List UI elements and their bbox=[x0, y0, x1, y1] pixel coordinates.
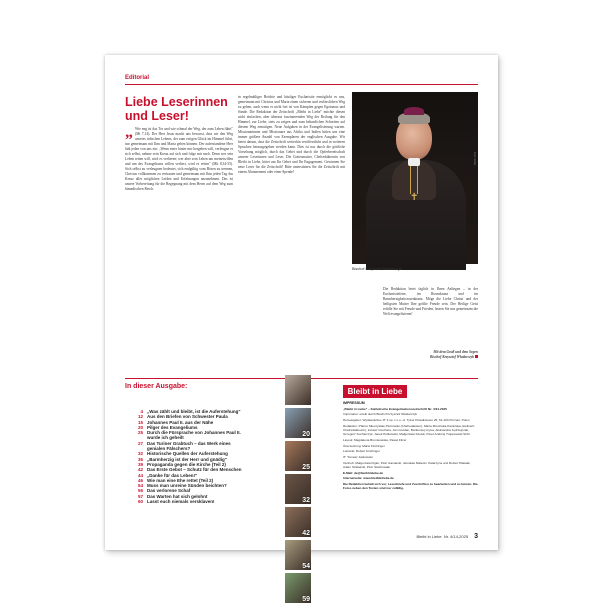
photo-credit: Foto: Archiv bbox=[473, 152, 476, 166]
impressum-text: Redaktion: Pfarrer Mieczysław Piotrowski (Chefredakteur), Maria Zbroińska-Kamińska (stellvertr. Chefredakteurin), Łukasz Ciechara, Jan Gozdan, Bartłomiej Grysa, Aleksandra Jędrzejczak, Grzegorz Kucharczyk, Jacek Pulikowski, Małgorzata Szeluk, Peter Andrzej Trojanowski SChr bbox=[343, 423, 476, 437]
section-tag: Editorial bbox=[125, 75, 150, 81]
magazine-logo: Bleibt in Liebe bbox=[343, 385, 407, 398]
headline: Liebe Leserinnen und Leser! bbox=[125, 95, 228, 123]
bishop-photo bbox=[352, 92, 478, 264]
footer-issue: Nr. 4/14-2025 bbox=[443, 534, 469, 539]
chain-icon bbox=[410, 166, 418, 194]
toc-item-title: Historische Quellen der Auferstehung bbox=[147, 451, 228, 457]
impressum-text: Die Redaktion behält sich vor, Leserbriefe und Zuschriften zu bearbeiten und zu kürzen. Die Fotos neben den Texten sind nur zufällig. bbox=[343, 482, 478, 491]
impressum-text: E-Mail: de@bleibtinliebe.de bbox=[343, 470, 384, 475]
impressum-text: Layout: Magdalena Bromkowska, Paweł Filzer bbox=[343, 437, 407, 442]
toc-page-number: 4 bbox=[140, 409, 143, 414]
impressum-text: IT: Tomasz Jaskowski bbox=[343, 455, 373, 460]
toc-page-number: 27 bbox=[137, 440, 143, 446]
toc-item-title: Aus den Briefen von Schwester Paula bbox=[147, 414, 228, 420]
article-thumbnail[interactable] bbox=[285, 573, 311, 603]
impressum-text: Imprimatur: erteilt durch Bischof Krzysztof Włodarczyk bbox=[343, 412, 418, 417]
toc-page-number: 15 bbox=[137, 419, 143, 425]
toc-page-number: 56 bbox=[137, 488, 143, 494]
article-thumbnail[interactable] bbox=[285, 540, 311, 570]
article-thumbnail[interactable] bbox=[285, 507, 311, 537]
toc-page-number: 32 bbox=[137, 451, 143, 457]
editorial-column-2: in regelmäßiger Beichte und häufiger Eucharistie ermöglicht es uns, gemeinsam mit Christus und Maria einen sicheren und verlässlichen Weg zu gehen, auch wenn er nicht frei ist von Kämpfen gegen Egoismus und Sünde. Die Redaktion der Zeitschrift „Bleibt in Liebe" möchte diesen nicht einfachen, aber überaus faszinierenden Weg der Reifung für den Himmel, zur Liebe, stets zu zeigen und zum beharrlichen Schreiten auf diesem Weg ermutigen. Neue Aufgaben in der Evangelisierung warten. Missionarinnen und Missionare aus Afrika und Indien bitten uns eine immer größere Anzahl von Exemplaren der englischen Ausgabe. Wir beten darum, dass die Zeitschrift weiterhin veröffentlicht und in weiteren Sprachen herausgegeben werden kann. Dies ist nur durch die göttliche Vorsehung möglich, durch das Gebet und durch die Opferbereitschaft unserer Leserinnen und Leser. Die Gottesmutter, Chefredakteurin von Bleibt in Liebe, bittet um Ihr Gebet und Ihr Engagement. Gewinnen Sie neue Leser für die Zeitschrift! Bitte unterstützen Sie die Zeitschrift mit einem Abonnement oder einer Spende! bbox=[238, 95, 345, 174]
toc-page-number: 20 bbox=[137, 424, 143, 430]
article-thumbnail[interactable] bbox=[285, 474, 311, 504]
signature-name: Bischof Krzysztof Włodarczyk bbox=[429, 355, 474, 359]
signature-line-1: Mit dem Gruß und dem Segen bbox=[433, 350, 478, 354]
toc-page-number: 54 bbox=[137, 483, 143, 489]
impressum-text: Lektorat: Robert Kirchinger bbox=[343, 449, 380, 454]
article-thumbnail[interactable] bbox=[285, 408, 311, 438]
table-of-contents bbox=[125, 409, 275, 504]
magazine-page bbox=[105, 55, 498, 603]
thumbnail-page-number: 32 bbox=[302, 497, 310, 504]
toc-page-number: 35 bbox=[137, 456, 143, 462]
impressum-text: Vertrieb: Małgorzata Figler, Piotr Gandecki, Jarosław Malecki, Katarzyna und Robert Pławiak, Adam Szalaśnik, Piotr Stachowiak bbox=[343, 460, 471, 469]
end-square-icon bbox=[475, 355, 478, 358]
toc-item-title: Das verlorene Schaf bbox=[147, 488, 191, 494]
article-thumbnail[interactable] bbox=[285, 375, 311, 405]
thumbnail-page-number: 42 bbox=[302, 530, 310, 537]
toc-page-number: 46 bbox=[137, 477, 143, 483]
footer-label: Bleibt in Liebe bbox=[416, 534, 442, 539]
impressum bbox=[343, 385, 478, 490]
toc-item-title: Das Turiner Grabtuch – das Werk eines bbox=[147, 440, 231, 446]
thumbnail-page-number: 20 bbox=[302, 431, 310, 438]
impressum-text: Herausgeber: Wydawnictwo JT 2 sp. z o.o. ul. Tylna Chwaliszewo 25, 61-103 Poznań, Polen bbox=[343, 418, 470, 423]
toc-item-title: Das Warten hat sich gelohnt bbox=[147, 493, 208, 499]
thumbnail-page-number: 25 bbox=[302, 464, 310, 471]
article-thumbnail[interactable] bbox=[285, 441, 311, 471]
impressum-text: Internetseite: www.bleibtinliebe.de bbox=[343, 476, 394, 481]
impressum-text: Übersetzung: Maria Kirchinger bbox=[343, 443, 385, 448]
toc-item[interactable] bbox=[125, 499, 275, 504]
toc-item-title: „Barmherzig ist der Herr und gnädig" bbox=[147, 456, 227, 462]
signature-line-2 bbox=[383, 355, 478, 360]
toc-item-title: Durch die Fürsprache von Johannes Paul II. bbox=[147, 430, 241, 436]
toc-title: In dieser Ausgabe: bbox=[125, 383, 188, 390]
toc-page-number: 60 bbox=[137, 499, 143, 505]
toc-page-number: 12 bbox=[137, 414, 143, 420]
photo-collar bbox=[408, 158, 420, 166]
impressum-text: „Bleibt in Liebe" – Katholische Evangelisationszeitschrift Nr. 4/14-2025 bbox=[343, 406, 447, 411]
toc-item-title: „Was zählt und bleibt, ist die Auferstehung" bbox=[147, 409, 241, 414]
thumbnail-page-number: 54 bbox=[302, 563, 310, 570]
toc-item-title: Pilger des Evangeliums bbox=[147, 424, 198, 430]
toc-item-title: Lasst euch niemals versklaven! bbox=[147, 499, 215, 505]
column-1-text: Wie eng ist das Tor und wie schmal der Weg, der zum Leben führt" (Mt 7,14). Der Herr Jesus macht uns bewusst, dass wir den Weg unseres irdischen Lebens, der zum ewigen Glück im Himmel führt, nur gemeinsam mit Ihm und Maria gehen können. Der auferstandene Herr lädt jeden von uns ein: „Wenn einer hinter mir hergehen will, verleugne er sich selbst, nehme sein Kreuz auf sich und folge mir nach. Denn wer sein Leben retten will, wird es verlieren; wer aber sein Leben um meinetwillen und um des Evangeliums willen verliert, wird es retten" (Mk 8,34-35). Sich selbst zu verleugnen bedeutet, sich endgültig vom Bösen zu trennen, Christus vollkommen zu vertrauen und gemeinsam mit Ihm jeden Tag das Kreuz aller möglichen Leiden und Erfahrungen anzunehmen. Das ist unsere Vorbereitung für die Begegnung mit dem Herrn auf dem Weg zum himmlischen Reich. bbox=[125, 127, 233, 191]
divider bbox=[125, 84, 478, 85]
toc-item-title: genialen Fälschers? bbox=[147, 446, 191, 452]
toc-item-title: wurde ich geheilt bbox=[147, 435, 184, 441]
signature bbox=[383, 350, 478, 360]
toc-item-title: Wie man eine Ehe rettet (Teil 2) bbox=[147, 477, 214, 483]
impressum-heading: IMPRESSUM bbox=[343, 401, 365, 405]
toc-item-title: Muss man unreine Sünden beichten? bbox=[147, 483, 227, 489]
page-footer bbox=[365, 533, 478, 540]
toc-page-number: 39 bbox=[137, 461, 143, 467]
editorial-column-3: Die Redaktion betet täglich in Ihren Anliegen – in der Eucharistiefeier, im Rosenkranz und im Barmherzigkeitsrosenkranz. Möge die Liebe Christi und der heiligsten Mutter Ihre größte Freude sein. Der Heilige Geist erfülle Sie mit Freude und Frieden, lassen Sie uns gemeinsam die Welt evangelisieren! bbox=[383, 287, 478, 316]
toc-item-title: Johannes Paul II. aus der Nähe bbox=[147, 419, 214, 425]
toc-item-title: „Danke für das Leben!" bbox=[147, 472, 198, 478]
toc-item-title: Propaganda gegen die Kirche (Teil 2) bbox=[147, 461, 226, 467]
toc-page-number: 57 bbox=[137, 493, 143, 499]
toc-item-title: Das Erste Gebot – Schutz für den Menschen bbox=[147, 467, 242, 473]
page-number: 3 bbox=[474, 533, 478, 540]
cross-icon: ✝ bbox=[410, 192, 419, 203]
photo-caption: Bischof Krzysztof Włodarczyk bbox=[352, 267, 402, 271]
toc-page-number: 44 bbox=[137, 472, 143, 478]
editorial-column-1 bbox=[125, 124, 233, 192]
thumbnail-page-number: 59 bbox=[302, 596, 310, 603]
quote-mark-icon: „ bbox=[125, 124, 133, 141]
zucchetto-icon bbox=[404, 107, 424, 115]
toc-page-number: 25 bbox=[137, 430, 143, 436]
toc-page-number: 42 bbox=[137, 467, 143, 473]
